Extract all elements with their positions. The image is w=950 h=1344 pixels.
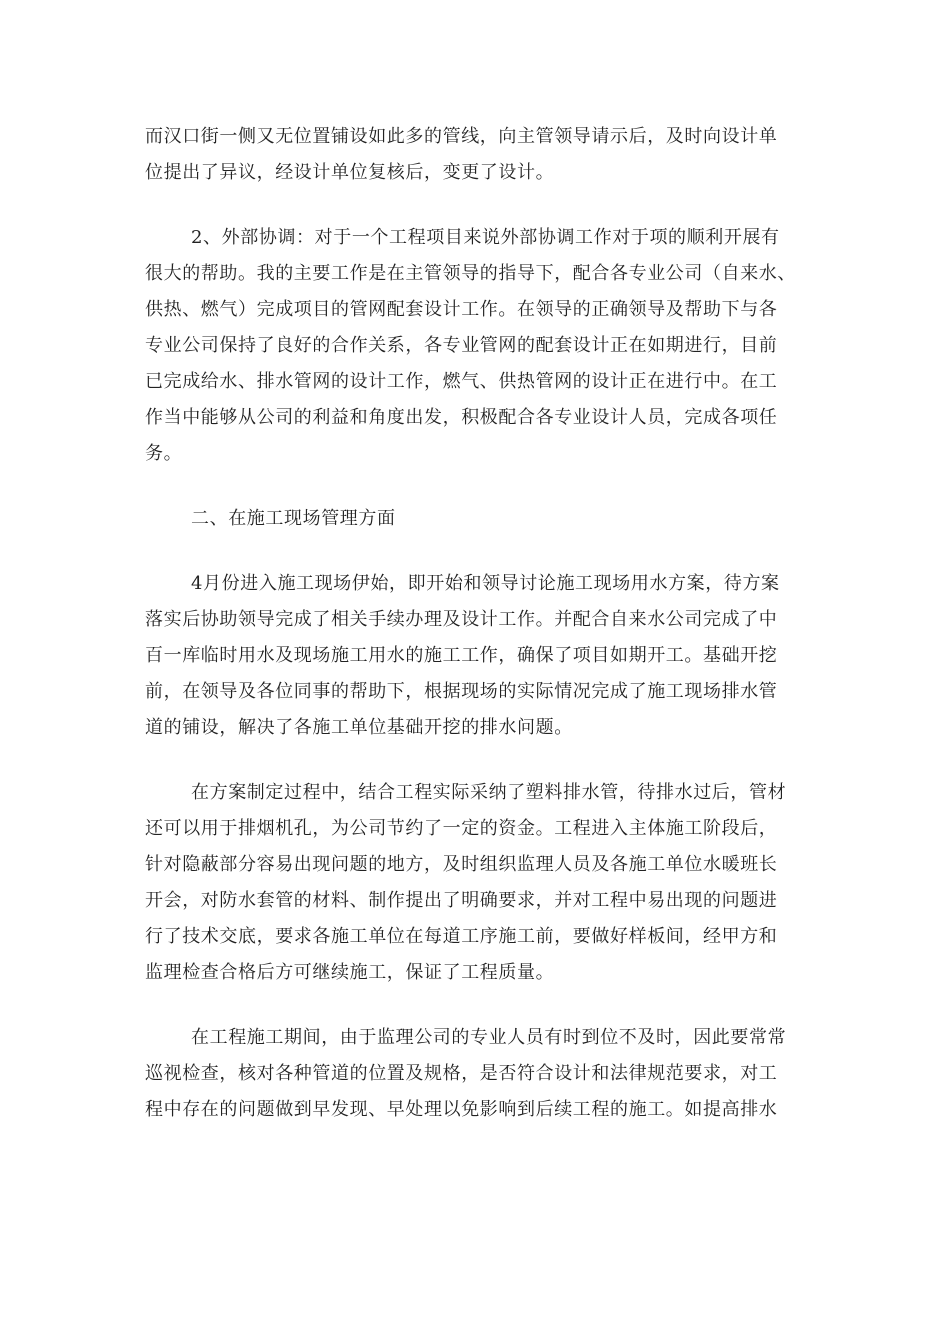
text-line: 供热、燃气）完成项目的管网配套设计工作。在领导的正确领导及帮助下与各 (145, 299, 778, 320)
text-line: 行了技术交底，要求各施工单位在每道工序施工前，要做好样板间，经甲方和 (145, 926, 778, 947)
text-line: 百一库临时用水及现场施工用水的施工工作，确保了项目如期开工。基础开挖 (145, 645, 778, 666)
text-line: 监理检查合格后方可继续施工，保证了工程质量。 (145, 962, 555, 983)
paragraph-external-coordination (145, 220, 815, 472)
text-line: 2、外部协调：对于一个工程项目来说外部协调工作对于项的顺利开展有 (191, 227, 780, 248)
text-line: 在工程施工期间，由于监理公司的专业人员有时到位不及时，因此要常常 (191, 1027, 787, 1048)
text-line: 在方案制定过程中，结合工程实际采纳了塑料排水管，待排水过后，管材 (191, 782, 787, 803)
text-line: 程中存在的问题做到早发现、早处理以免影响到后续工程的施工。如提高排水 (145, 1099, 778, 1120)
document-page (145, 119, 815, 1157)
text-line: 针对隐蔽部分容易出现问题的地方，及时组织监理人员及各施工单位水暖班长 (145, 854, 778, 875)
text-line: 开会，对防水套管的材料、制作提出了明确要求，并对工程中易出现的问题进 (145, 890, 778, 911)
text-line: 道的铺设，解决了各施工单位基础开挖的排水问题。 (145, 717, 573, 738)
paragraph-site-water (145, 566, 815, 746)
text-line: 已完成给水、排水管网的设计工作，燃气、供热管网的设计正在进行中。在工 (145, 371, 778, 392)
text-line: 而汉口街一侧又无位置铺设如此多的管线，向主管领导请示后，及时向设计单 (145, 126, 778, 147)
text-line: 还可以用于排烟机孔，为公司节约了一定的资金。工程进入主体施工阶段后， (145, 818, 778, 839)
section-heading (145, 501, 815, 537)
text-line: 位提出了异议，经设计单位复核后，变更了设计。 (145, 162, 555, 183)
text-line: 巡视检查，核对各种管道的位置及规格，是否符合设计和法律规范要求，对工 (145, 1063, 778, 1084)
paragraph-design-change (145, 119, 815, 191)
text-line: 作当中能够从公司的利益和角度出发，积极配合各专业设计人员，完成各项任 (145, 407, 778, 428)
text-line: 很大的帮助。我的主要工作是在主管领导的指导下，配合各专业公司（自来水、 (145, 263, 796, 284)
text-line: 前，在领导及各位同事的帮助下，根据现场的实际情况完成了施工现场排水管 (145, 681, 778, 702)
text-line: 4月份进入施工现场伊始，即开始和领导讨论施工现场用水方案，待方案 (191, 573, 780, 594)
text-line: 务。 (145, 443, 183, 464)
section-heading-text: 二、在施工现场管理方面 (191, 508, 396, 529)
paragraph-plan-formulation (145, 775, 815, 991)
text-line: 落实后协助领导完成了相关手续办理及设计工作。并配合自来水公司完成了中 (145, 609, 778, 630)
paragraph-construction-period (145, 1020, 815, 1128)
text-line: 专业公司保持了良好的合作关系，各专业管网的配套设计正在如期进行，目前 (145, 335, 778, 356)
